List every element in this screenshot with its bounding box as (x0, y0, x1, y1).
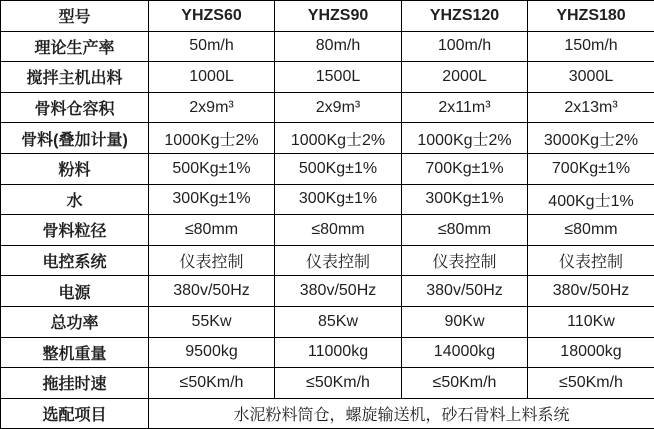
cell: 18000kg (528, 337, 654, 368)
row-total-weight (1, 337, 654, 368)
cell: 80m/h (275, 31, 402, 62)
cell: 1000Kg士2% (275, 123, 402, 154)
cell: ≤80mm (275, 215, 402, 246)
row-label: 理论生产率 (1, 31, 149, 62)
cell: 仪表控制 (402, 245, 528, 276)
cell: 380v/50Hz (402, 276, 528, 307)
cell: 1000Kg士2% (402, 123, 528, 154)
header-model-label: 型号 (1, 1, 149, 32)
cell: 仪表控制 (528, 245, 654, 276)
row-power-supply (1, 276, 654, 307)
header-model-yhzs90: YHZS90 (275, 1, 402, 32)
row-powder-weighing (1, 153, 654, 184)
header-model-yhzs60: YHZS60 (149, 1, 275, 32)
cell: 380v/50Hz (149, 276, 275, 307)
row-label: 整机重量 (1, 337, 149, 368)
cell: 300Kg±1% (149, 184, 275, 215)
cell: 380v/50Hz (528, 276, 654, 307)
row-production-rate (1, 31, 654, 62)
row-control-system (1, 245, 654, 276)
cell: ≤80mm (528, 215, 654, 246)
row-optional-items (1, 398, 654, 429)
cell: 14000kg (402, 337, 528, 368)
cell: 55Kw (149, 306, 275, 337)
cell: 150m/h (528, 31, 654, 62)
cell: 1000L (149, 62, 275, 93)
optional-items-cell: 水泥粉料筒仓，螺旋输送机，砂石骨料上料系统 (149, 398, 654, 429)
cell: 2x9m³ (275, 92, 402, 123)
row-aggregate-weighing (1, 123, 654, 154)
row-label: 选配项目 (1, 398, 149, 429)
cell: 仪表控制 (275, 245, 402, 276)
row-label: 拖挂时速 (1, 368, 149, 399)
row-label: 骨料粒径 (1, 215, 149, 246)
cell: 85Kw (275, 306, 402, 337)
cell: 1500L (275, 62, 402, 93)
cell: ≤50Km/h (528, 368, 654, 399)
row-label: 骨料仓容积 (1, 92, 149, 123)
row-aggregate-bin-capacity (1, 92, 654, 123)
cell: 500Kg±1% (149, 153, 275, 184)
row-label: 粉料 (1, 153, 149, 184)
row-total-power (1, 306, 654, 337)
row-label: 总功率 (1, 306, 149, 337)
row-label: 搅拌主机出料 (1, 62, 149, 93)
cell: 2000L (402, 62, 528, 93)
cell: 仪表控制 (149, 245, 275, 276)
cell: ≤80mm (402, 215, 528, 246)
row-label: 电控系统 (1, 245, 149, 276)
cell: 3000Kg士2% (528, 123, 654, 154)
cell: 3000L (528, 62, 654, 93)
cell: 11000kg (275, 337, 402, 368)
header-model-yhzs180: YHZS180 (528, 1, 654, 32)
cell: 110Kw (528, 306, 654, 337)
cell: 380v/50Hz (275, 276, 402, 307)
cell: 100m/h (402, 31, 528, 62)
cell: 700Kg±1% (402, 153, 528, 184)
cell: 1000Kg士2% (149, 123, 275, 154)
cell: ≤80mm (149, 215, 275, 246)
row-label: 电源 (1, 276, 149, 307)
table-header-row (1, 1, 654, 32)
cell: 300Kg±1% (275, 184, 402, 215)
row-water-weighing (1, 184, 654, 215)
cell: 2x9m³ (149, 92, 275, 123)
row-towing-speed (1, 368, 654, 399)
row-label: 骨料(叠加计量) (1, 123, 149, 154)
cell: 300Kg±1% (402, 184, 528, 215)
cell: 500Kg±1% (275, 153, 402, 184)
cell: 9500kg (149, 337, 275, 368)
cell: ≤50Km/h (149, 368, 275, 399)
row-aggregate-size (1, 215, 654, 246)
header-model-yhzs120: YHZS120 (402, 1, 528, 32)
cell: 400Kg士1% (528, 184, 654, 215)
row-mixer-discharge (1, 62, 654, 93)
cell: 2x13m³ (528, 92, 654, 123)
cell: ≤50Km/h (275, 368, 402, 399)
row-label: 水 (1, 184, 149, 215)
cell: ≤50Km/h (402, 368, 528, 399)
cell: 700Kg±1% (528, 153, 654, 184)
cell: 2x11m³ (402, 92, 528, 123)
cell: 50m/h (149, 31, 275, 62)
cell: 90Kw (402, 306, 528, 337)
